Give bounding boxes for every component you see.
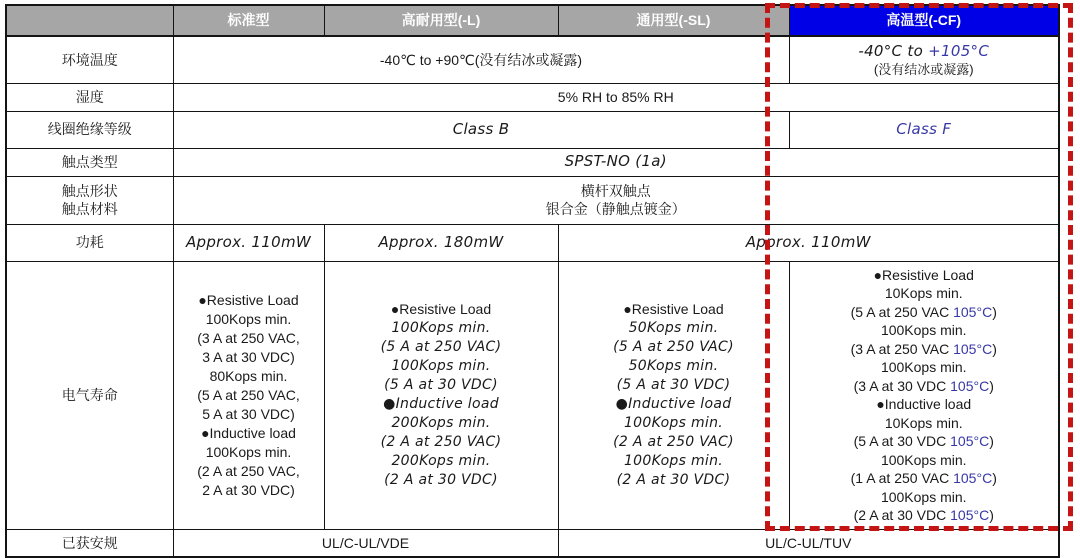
coil-insulation-cf-value: Class F <box>789 111 1059 148</box>
contact-form-value-line2: 银合金（静触点镀金） <box>545 201 686 217</box>
high-temp-value-text: 105°C <box>953 303 993 320</box>
spec-line: ●Resistive Load <box>623 301 724 317</box>
spec-line: (2 A at 30 VDC) <box>616 472 731 488</box>
row-label-contact-form-line1: 触点形状 <box>61 182 118 199</box>
row-coil-insulation <box>6 111 1059 148</box>
spec-line: ●Inductive load <box>383 396 499 412</box>
row-label-contact-type: 触点类型 <box>6 148 173 176</box>
spec-line: (2 A at 250 VAC, <box>197 462 300 479</box>
spec-line: (5 A at 250 VAC 105°C) <box>850 303 997 320</box>
col-header-high-temp: 高温型(-CF) <box>789 5 1059 36</box>
spec-line: 50Kops min. <box>628 358 719 374</box>
header-row <box>6 5 1059 36</box>
row-safety-approvals <box>6 529 1059 557</box>
spec-line: 100Kops min. <box>880 359 967 375</box>
humidity-value: 5% RH to 85% RH <box>173 83 1059 111</box>
spec-line: (没有结冰或凝露) <box>873 62 974 78</box>
col-header-high-durability: 高耐用型(-L) <box>324 5 558 36</box>
high-temp-value-text: +105°C <box>928 42 990 61</box>
spec-line: 100Kops min. <box>391 358 491 374</box>
spec-line: 100Kops min. <box>880 488 967 505</box>
electrical-life-high-durability <box>324 261 558 529</box>
spec-line: 10Kops min. <box>884 285 963 301</box>
spec-line: ●Inductive load <box>615 396 732 412</box>
spec-line: 2 A at 30 VDC) <box>202 481 295 498</box>
spec-line: (2 A at 250 VAC) <box>380 434 502 450</box>
row-ambient-temp <box>6 36 1059 83</box>
spec-line: (5 A at 30 VDC) <box>384 377 498 393</box>
spec-line: (5 A at 250 VAC) <box>613 339 734 355</box>
spec-line: (3 A at 250 VAC, <box>197 329 300 346</box>
power-standard-value: Approx. 110mW <box>173 224 324 261</box>
row-label-safety-approvals: 已获安规 <box>6 529 173 557</box>
spec-line: 3 A at 30 VDC) <box>202 348 295 365</box>
high-temp-value-text: 105°C <box>950 377 990 394</box>
ambient-temp-standard-value: -40℃ to +90℃(没有结冰或凝露) <box>173 36 789 83</box>
spec-line: (5 A at 30 VDC 105°C) <box>853 433 994 449</box>
spec-line: ●Resistive Load <box>873 266 974 283</box>
spec-line: (1 A at 250 VAC 105°C) <box>850 470 997 486</box>
spec-line: (2 A at 30 VDC 105°C) <box>853 507 994 523</box>
spec-line: 80Kops min. <box>209 367 288 384</box>
power-high-durability-value: Approx. 180mW <box>324 224 558 261</box>
safety-approvals-right-value: UL/C-UL/TUV <box>558 529 1059 557</box>
safety-approvals-left-value: UL/C-UL/VDE <box>173 529 558 557</box>
electrical-life-general <box>558 261 789 529</box>
row-label-contact-form-line2: 触点材料 <box>61 201 118 217</box>
spec-line: 100Kops min. <box>880 322 967 338</box>
row-label-contact-form <box>6 176 173 224</box>
row-electrical-life <box>6 261 1059 529</box>
high-temp-value-text: 105°C <box>950 433 990 449</box>
high-temp-value-text: 105°C <box>953 340 993 357</box>
spec-line: (3 A at 250 VAC 105°C) <box>850 340 997 357</box>
electrical-life-high-temp <box>789 261 1059 529</box>
spec-line: 200Kops min. <box>391 453 491 469</box>
spec-line: 200Kops min. <box>391 415 491 431</box>
high-temp-value-text: 105°C <box>950 507 990 523</box>
col-header-blank <box>6 5 173 36</box>
spec-line: -40°C to +105°C <box>858 42 990 61</box>
row-label-coil-insulation: 线圈绝缘等级 <box>6 111 173 148</box>
row-contact-type <box>6 148 1059 176</box>
spec-line: (5 A at 250 VAC) <box>380 339 502 355</box>
col-header-standard: 标准型 <box>173 5 324 36</box>
spec-line: 100Kops min. <box>205 310 292 327</box>
row-power-consumption <box>6 224 1059 261</box>
row-label-power-consumption: 功耗 <box>6 224 173 261</box>
spec-line: (5 A at 30 VDC) <box>616 377 731 393</box>
electrical-life-standard <box>173 261 324 529</box>
row-contact-form <box>6 176 1059 224</box>
spec-line: 5 A at 30 VDC) <box>202 405 295 422</box>
row-humidity <box>6 83 1059 111</box>
spec-line: 10Kops min. <box>884 414 963 431</box>
spec-line: ●Resistive Load <box>390 301 492 317</box>
spec-line: (2 A at 250 VAC) <box>613 434 734 450</box>
spec-line: 50Kops min. <box>628 320 719 336</box>
spec-line: 100Kops min. <box>880 451 967 468</box>
spec-line: (2 A at 30 VDC) <box>384 472 498 488</box>
col-header-general: 通用型(-SL) <box>558 5 789 36</box>
contact-type-value: SPST-NO (1a) <box>173 148 1059 176</box>
spec-line: ●Resistive Load <box>198 291 299 308</box>
spec-line: 100Kops min. <box>391 320 491 336</box>
power-general-high-temp-value: Approx. 110mW <box>558 224 1059 261</box>
spec-table <box>5 4 1060 558</box>
spec-line: 100Kops min. <box>205 443 292 460</box>
spec-line: ●Inductive load <box>876 396 972 412</box>
coil-insulation-standard-value: Class B <box>173 111 789 148</box>
ambient-temp-cf-value <box>789 36 1059 83</box>
spec-line: ●Inductive load <box>201 424 296 441</box>
row-label-ambient-temp: 环境温度 <box>6 36 173 83</box>
row-label-electrical-life: 电气寿命 <box>6 261 173 529</box>
contact-form-value-line1: 横杆双触点 <box>580 182 651 199</box>
spec-line: 100Kops min. <box>623 453 724 469</box>
spec-line: 100Kops min. <box>623 415 724 431</box>
contact-form-value <box>173 176 1059 224</box>
spec-line: (5 A at 250 VAC, <box>197 386 300 403</box>
high-temp-value-text: 105°C <box>953 470 993 486</box>
row-label-humidity: 湿度 <box>6 83 173 111</box>
spec-line: (3 A at 30 VDC 105°C) <box>853 377 994 394</box>
